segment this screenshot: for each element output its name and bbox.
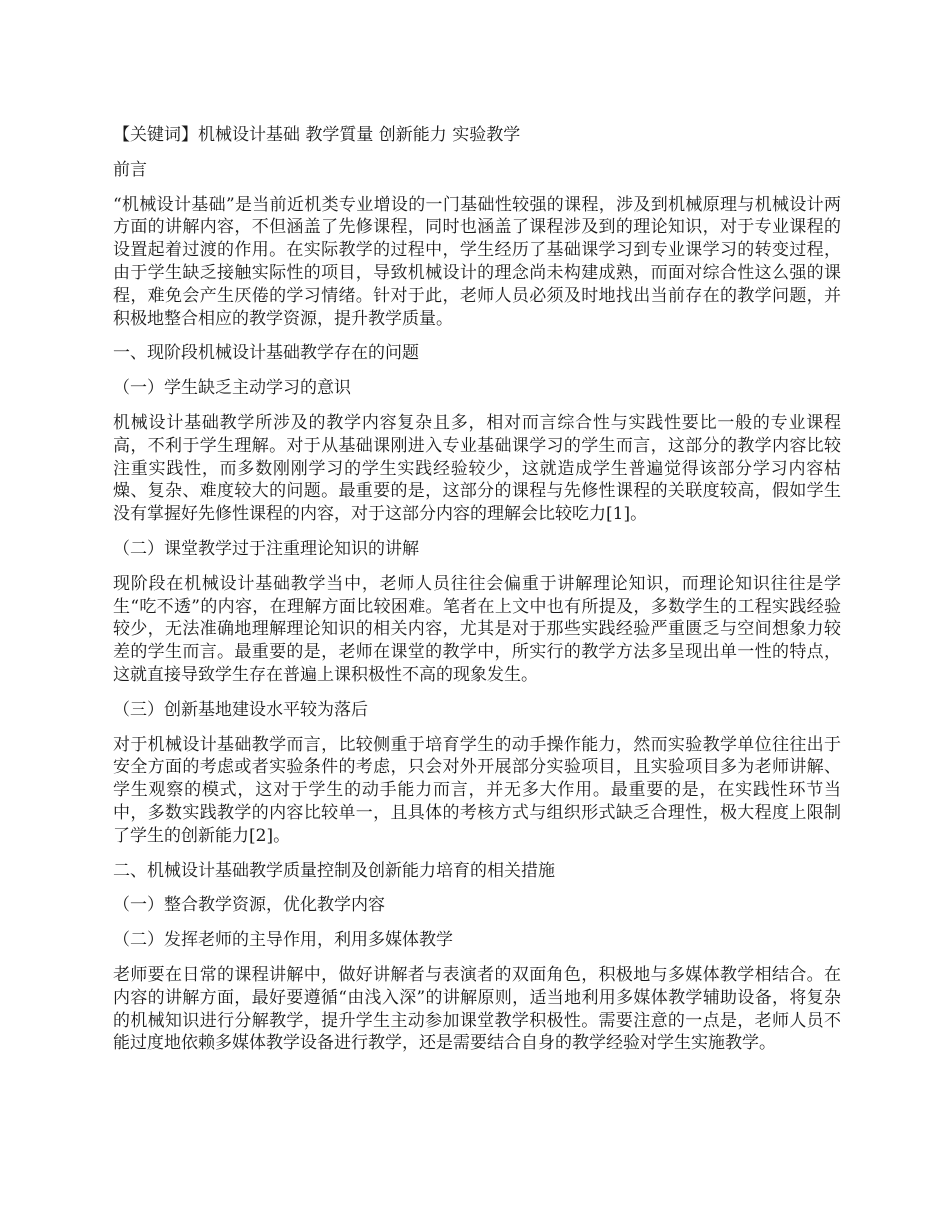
section1-sub2-heading: （二）课堂教学过于注重理论知识的讲解 (113, 538, 419, 559)
section2-sub1-heading: （一）整合教学资源，优化教学内容 (113, 895, 385, 916)
preface-paragraph: “机械设计基础”是当前近机类专业增设的一门基础性较强的课程，涉及到机械原理与机械设计两方面的讲解内容，不但涵盖了先修课程，同时也涵盖了课程涉及到的理论知识，对于专业课程的设置起着过渡的作用。在实际教学的过程中，学生经历了基础课学习到专业课学习的转变过程，由于学生缺乏接触实际性的项目，导致机械设计的理念尚未构建成熟，而面对综合性这么强的课程，难免会产生厌倦的学习情绪。针对于此，老师人员必须及时地找出当前存在的教学问题，并积极地整合相应的教学资源，提升教学质量。 (113, 194, 841, 329)
section2-heading: 二、机械设计基础教学质量控制及创新能力培育的相关措施 (113, 860, 555, 881)
section1-sub2-paragraph: 现阶段在机械设计基础教学当中，老师人员往往会偏重于讲解理论知识，而理论知识往往是学生“吃不透”的内容，在理解方面比较困难。笔者在上文中也有所提及，多数学生的工程实践经验较少，无法准确地理解理论知识的相关内容，尤其是对于那些实践经验严重匮乏与空间想象力较差的学生而言。最重要的是，老师在课堂的教学中，所实行的教学方法多呈现出单一性的特点，这就直接导致学生存在普遍上课积极性不高的现象发生。 (113, 573, 841, 685)
section2-sub2-heading: （二）发挥老师的主导作用，利用多媒体教学 (113, 930, 453, 951)
preface-heading: 前言 (113, 159, 147, 180)
section1-heading: 一、现阶段机械设计基础教学存在的问题 (113, 343, 419, 364)
section1-sub1-heading: （一）学生缺乏主动学习的意识 (113, 378, 351, 399)
section1-sub3-paragraph: 对于机械设计基础教学而言，比较侧重于培育学生的动手操作能力，然而实验教学单位往往出于安全方面的考虑或者实验条件的考虑，只会对外开展部分实验项目，且实验项目多为老师讲解、学生观察的模式，这对于学生的动手能力而言，并无多大作用。最重要的是，在实践性环节当中，多数实践教学的内容比较单一，且具体的考核方式与组织形式缺乏合理性，极大程度上限制了学生的创新能力[2]。 (113, 734, 841, 846)
section1-sub1-paragraph: 机械设计基础教学所涉及的教学内容复杂且多，相对而言综合性与实践性要比一般的专业课程高，不利于学生理解。对于从基础课刚进入专业基础课学习的学生而言，这部分的教学内容比较注重实践性，而多数刚刚学习的学生实践经验较少，这就造成学生普遍觉得该部分学习内容枯燥、复杂、难度较大的问题。最重要的是，这部分的课程与先修性课程的关联度较高，假如学生没有掌握好先修性课程的内容，对于这部分内容的理解会比较吃力[1]。 (113, 412, 841, 525)
section2-sub2-paragraph: 老师要在日常的课程讲解中，做好讲解者与表演者的双面角色，积极地与多媒体教学相结合。在内容的讲解方面，最好要遵循“由浅入深”的讲解原则，适当地利用多媒体教学辅助设备，将复杂的机械知识进行分解教学，提升学生主动参加课堂教学积极性。需要注意的一点是，老师人员不能过度地依赖多媒体教学设备进行教学，还是需要结合自身的教学经验对学生实施教学。 (113, 964, 841, 1054)
keywords-line: 【关键词】机械设计基础 教学質量 创新能力 实验教学 (113, 125, 521, 145)
document-page (113, 124, 841, 1067)
section1-sub3-heading: （三）创新基地建设水平较为落后 (113, 699, 368, 720)
